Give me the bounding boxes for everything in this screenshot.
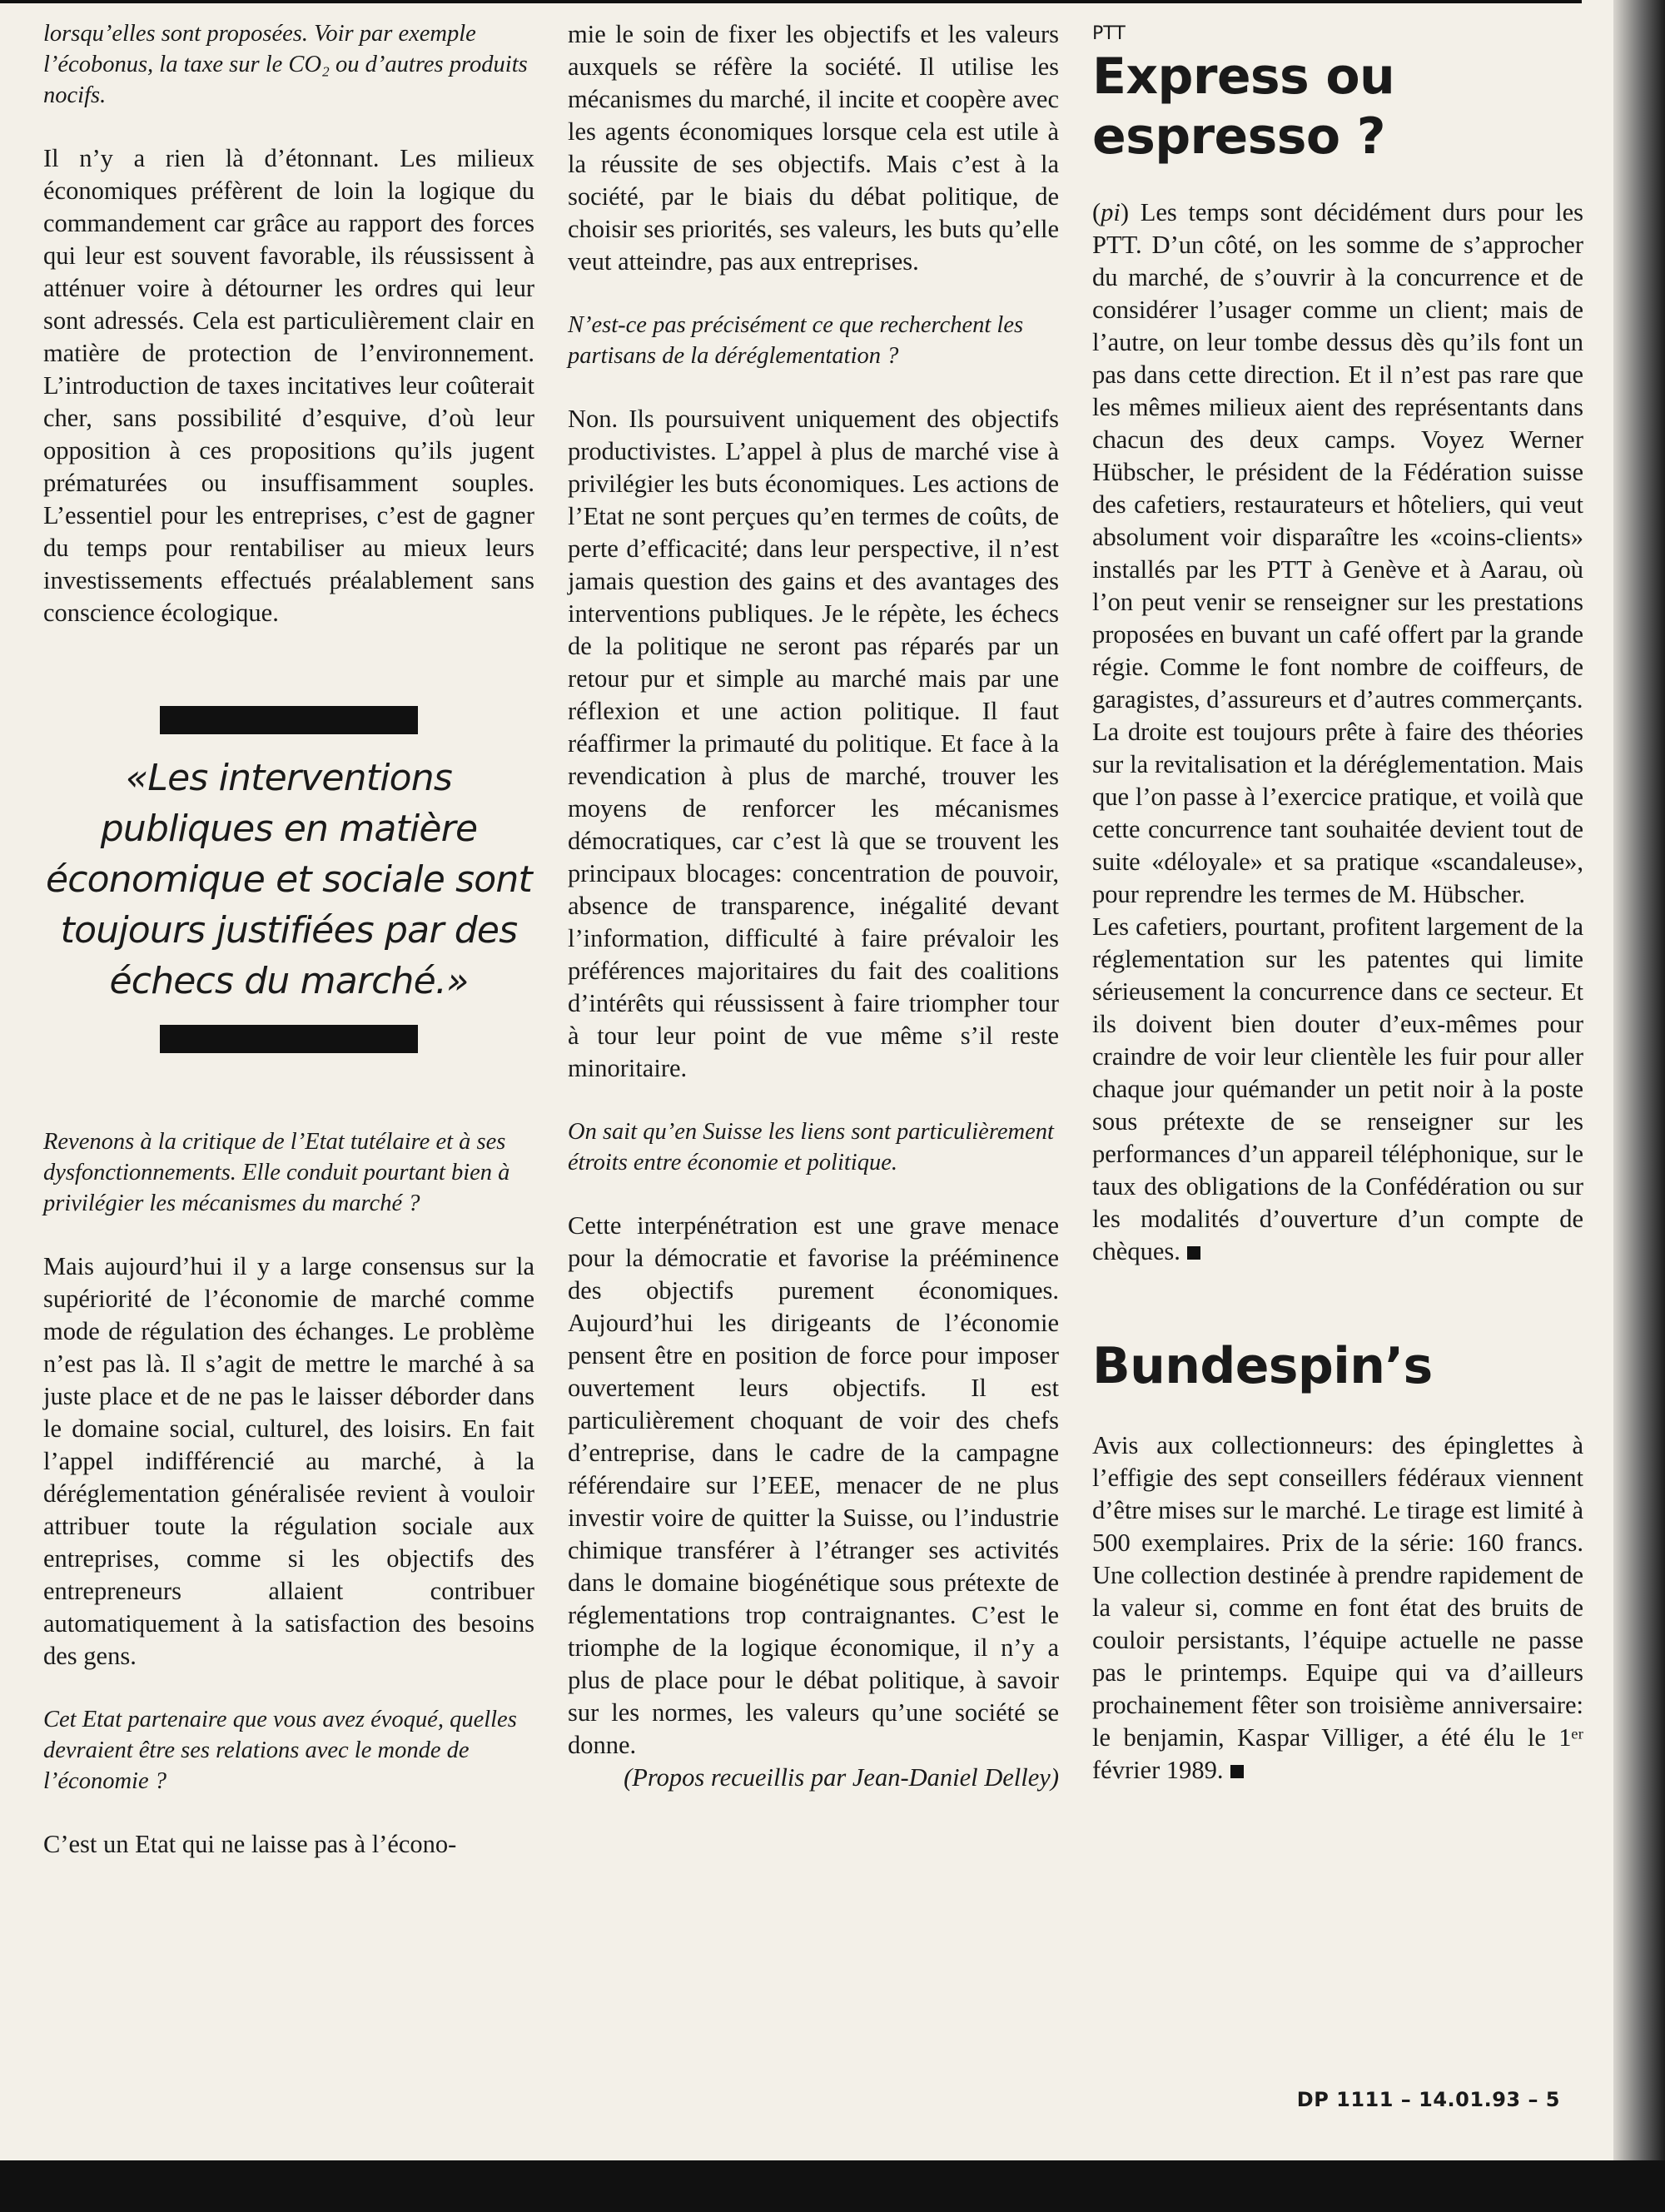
article-title: Bundespin’s [1092, 1337, 1433, 1395]
question-continued: lorsqu’elles sont proposées. Voir par exemple l’écobonus, la taxe sur le CO₂ ou d’autres produits nocifs. [43, 21, 528, 108]
interview-byline: (Propos recueillis par Jean-Daniel Delley) [624, 1763, 1059, 1792]
answer-paragraph: Mais aujourd’hui il y a large consensus sur la supériorité de l’économie de marché comme mode de régulation des échanges. Le problème n’est pas là. Il s’agit de mettre le marché à sa juste place et de ne pas le laisser déborder dans le domaine social, culturel, des loisirs. En fait l’appel indifférencié au marché, à la déréglementation généralisée revient à vouloir attribuer toute la régulation sociale aux entreprises, comme si les objectifs des entrepreneurs allaient contribuer automatiquement à la satisfaction des besoins des gens. [43, 1252, 534, 1670]
scan-edge-shadow [1613, 0, 1665, 2212]
pull-quote-bar-bottom [160, 1025, 418, 1053]
author-initials: pi [1101, 198, 1121, 226]
article-paragraph [1092, 911, 1583, 1268]
article-title: Express ou espresso ? [1092, 47, 1395, 166]
answer-paragraph: C’est un Etat qui ne laisse pas à l’écono- [43, 1830, 457, 1858]
interview-question: On sait qu’en Suisse les liens sont particulièrement étroits entre économie et politique. [568, 1119, 1054, 1176]
pull-quote [43, 706, 534, 1053]
pull-quote-text: «Les interventions publiques en matière économique et sociale sont toujours justifiées par des échecs du marché.» [46, 757, 532, 1002]
pull-quote-bar-top [160, 706, 418, 734]
article-paragraph [1092, 1429, 1583, 1787]
column-2 [568, 18, 1059, 1794]
article-paragraph: (pi) Les temps sont décidément durs pour les PTT. D’un côté, on les somme de s’approcher du marché, de s’ouvrir à la concurrence et de considérer l’usager comme un client; mais de l’autre, on leur tombe dessus dès qu’ils font un pas dans cette direction. Et il n’est pas rare que les mêmes milieux aient des représentants dans chacun des deux camps. Voyez Werner Hübscher, le président de la Fédération suisse des cafetiers, restaurateurs et hôteliers, qui veut absolument voir disparaître les «coins-clients» installés par les PTT à Genève et à Aarau, où l’on peut venir se renseigner sur les prestations proposées en buvant un café offert par la grande régie. Comme le font nombre de coiffeurs, de garagistes, d’assureurs et d’autres commerçants. [1092, 198, 1583, 713]
scan-bottom-band [0, 2160, 1665, 2212]
page-folio: DP 1111 – 14.01.93 – 5 [1296, 2088, 1560, 2111]
article-paragraph: La droite est toujours prête à faire des théories sur la revitalisation et la déréglementation. Mais que l’on passe à l’exercice pratique, et voilà que cette concurrence tant souhaitée devient tout de suite «déloyale» et sa pratique «scandaleuse», pour reprendre les termes de M. Hübscher. [1092, 718, 1583, 908]
section-kicker: PTT [1092, 23, 1126, 44]
end-of-article-icon [1187, 1246, 1200, 1260]
interview-question: Cet Etat partenaire que vous avez évoqué, quelles devraient être ses relations avec le monde de l’économie ? [43, 1707, 517, 1794]
end-of-article-icon [1230, 1765, 1244, 1778]
answer-paragraph: Il n’y a rien là d’étonnant. Les milieux économiques préfèrent de loin la logique du commandement car grâce au rapport des forces qui leur est souvent favorable, ils réussissent à atténuer voire à détourner les ordres qui leur sont adressés. Cela est particulièrement clair en matière de protection de l’environnement. L’introduction de taxes incitatives leur coûterait cher, sans possibilité d’esquive, d’où leur opposition à ces propositions qu’ils jugent prématurées ou insuffisamment souples. L’essentiel pour les entreprises, c’est de gagner du temps pour rentabiliser au mieux leurs investissements effectués préalablement sans conscience écologique. [43, 144, 534, 627]
answer-paragraph: Non. Ils poursuivent uniquement des objectifs productivistes. L’appel à plus de marché vise à privilégier les buts économiques. Les actions de l’Etat ne sont perçues qu’en termes de coûts, de perte d’efficacité; dans leur perspective, il n’est jamais question des gains et des avantages des interventions publiques. Je le répète, les échecs de la politique ne seront pas réparés par un retour pur et simple au marché mais par une réflexion et une action politique. Il faut réaffirmer la primauté du politique. Et face à la revendication à plus de marché, trouver les moyens de renforcer les mécanismes démocratiques, car c’est là que se trouvent les principaux blocages: concentration de pouvoir, absence de transparence, inégalité devant l’information, difficulté à faire prévaloir les préférences majoritaires du fait des coalitions d’intérêts qui réussissent à faire triompher tour à tour leur point de vue même s’il reste minoritaire. [568, 405, 1059, 1082]
article-text: Les cafetiers, pourtant, profitent largement de la réglementation sur les patentes qui limite sérieusement la concurrence dans ce secteur. Et ils doivent bien douter d’eux-mêmes pour craindre de voir leur clientèle les fuir pour aller chaque jour quémander un petit noir à la poste sous prétexte de se renseigner sur les performances d’un appareil téléphonique, sur le taux des obligations de la Confédération ou sur les modalités d’ouverture d’un compte de chèques. [1092, 912, 1583, 1265]
top-rule [0, 0, 1582, 3]
article-lead-text: Les temps sont décidément durs pour les PTT. D’un côté, on les somme de s’approcher du marché, de s’ouvrir à la concurrence et de considérer l’usager comme un client; mais de l’autre, on leur tombe dessus dès qu’ils font un pas dans cette direction. Et il n’est pas rare que les mêmes milieux aient des représentants dans chacun des deux camps. Voyez Werner Hübscher, le président de la Fédération suisse des cafetiers, restaurateurs et hôteliers, qui veut absolument voir disparaître les «coins-clients» installés par les PTT à Genève et à Aarau, où l’on peut venir se renseigner sur les prestations proposées en buvant un café offert par la grande régie. Comme le font nombre de coiffeurs, de garagistes, d’assureurs et d’autres commerçants. [1092, 198, 1583, 713]
article-text: Avis aux collectionneurs: des épinglettes à l’effigie des sept conseillers fédéraux viennent d’être mises sur le marché. Le tirage est limité à 500 exemplaires. Prix de la série: 160 francs. Une collection destinée à prendre rapidement de la valeur si, comme en font état des bruits de couloir persistants, l’équipe actuelle ne passe pas le printemps. Equipe qui va d’ailleurs prochainement fêter son troisième anniversaire: le benjamin, Kaspar Villiger, a été élu le 1ᵉʳ février 1989. [1092, 1431, 1583, 1784]
interview-question: N’est-ce pas précisément ce que recherchent les partisans de la déréglementation ? [568, 312, 1024, 369]
answer-paragraph: Cette interpénétration est une grave menace pour la démocratie et favorise la prééminence des objectifs purement économiques. Aujourd’hui les dirigeants de l’économie pensent être en position de force pour imposer ouvertement leurs objectifs. Il est particulièrement choquant de voir des chefs d’entreprise, dans le cadre de la campagne référendaire sur l’EEE, menacer de ne plus investir voire de quitter la Suisse, ou l’industrie chimique transférer à l’étranger ses activités dans le domaine biogénétique sous prétexte de réglementations trop contraignantes. C’est le triomphe de la logique économique, il n’y a plus de place pour le débat politique, à savoir sur les normes, les valeurs qu’une société se donne. [568, 1211, 1059, 1759]
column-3 [1092, 18, 1583, 1787]
answer-paragraph: mie le soin de fixer les objectifs et les valeurs auxquels se réfère la société. Il utilise les mécanismes du marché, il incite et coopère avec les agents économiques lorsque cela est utile à la réussite de ses objectifs. Mais c’est à la société, par le biais du débat politique, de choisir ses priorités, ses valeurs, les buts qu’elle veut atteindre, pas aux entreprises. [568, 20, 1059, 276]
column-1 [43, 18, 534, 1861]
interview-question: Revenons à la critique de l’Etat tutélaire et à ses dysfonctionnements. Elle conduit pourtant bien à privilégier les mécanismes du marché ? [43, 1129, 510, 1216]
